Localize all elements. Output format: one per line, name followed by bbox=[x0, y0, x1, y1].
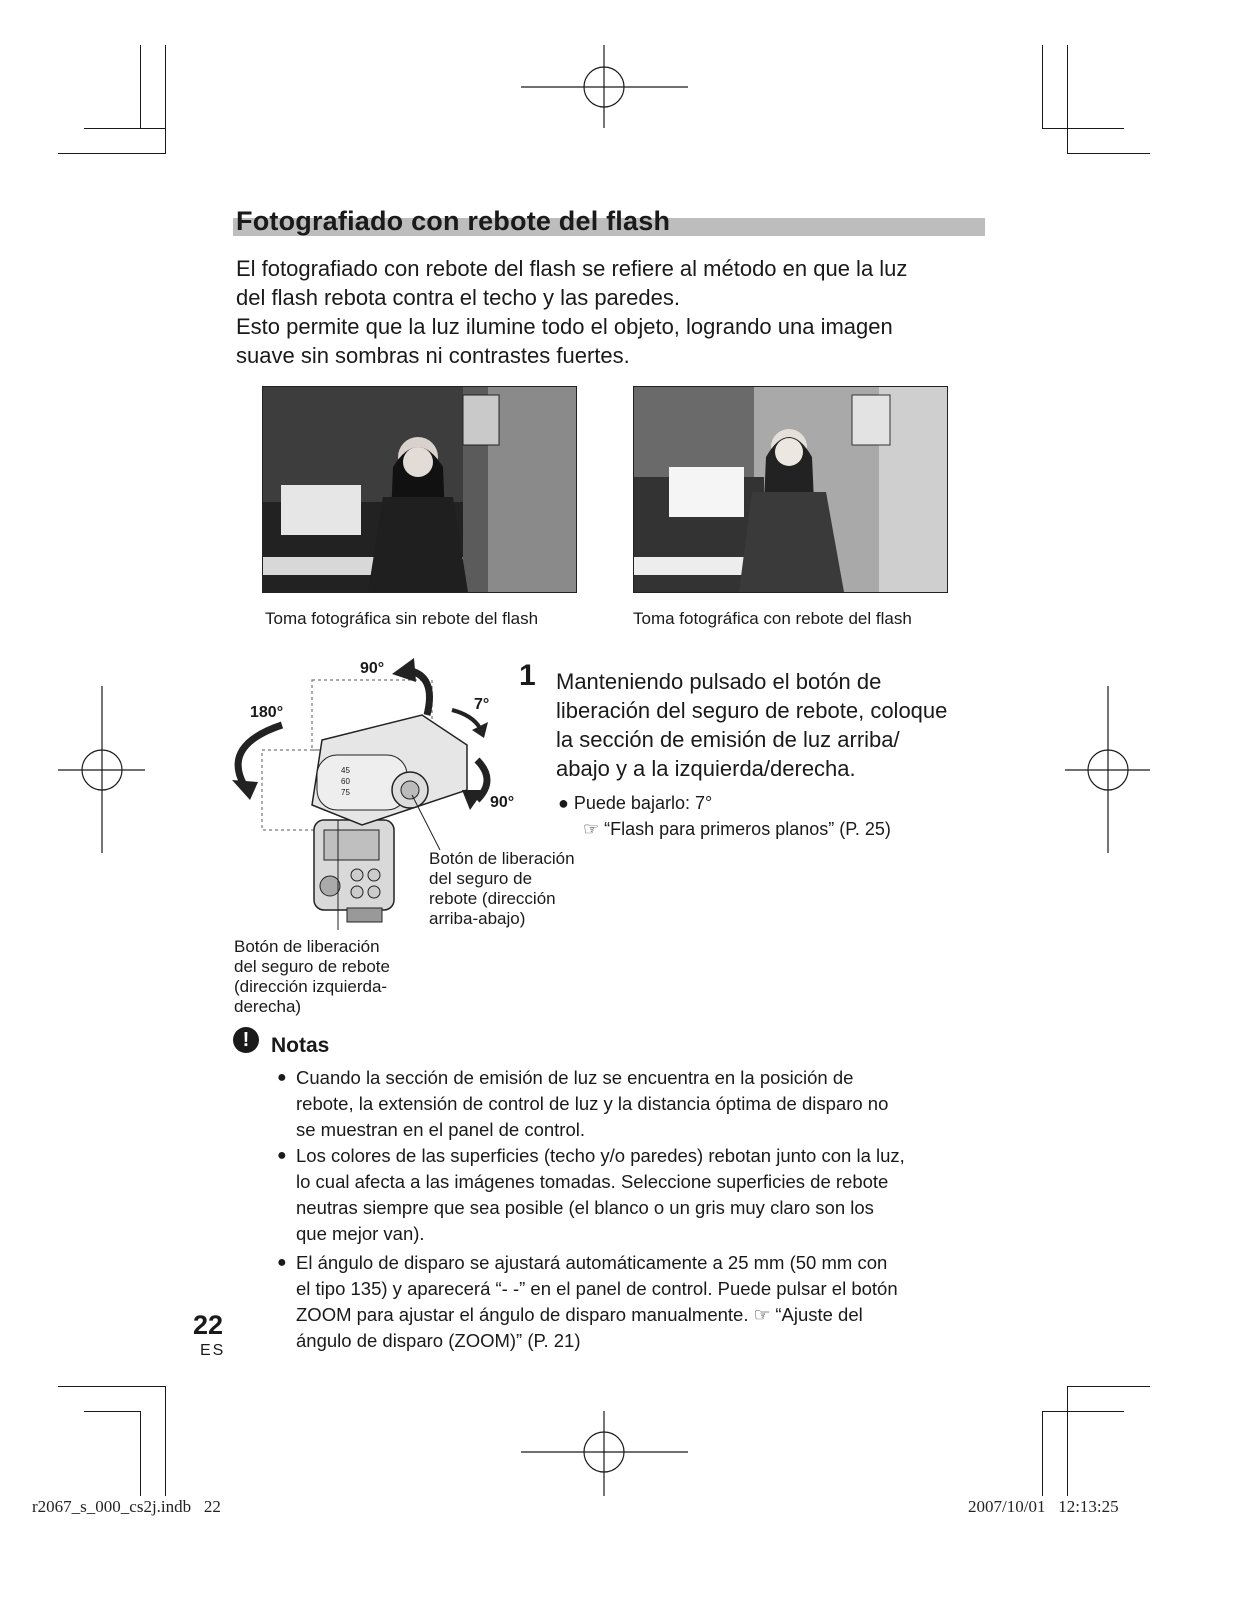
intro-line: Esto permite que la luz ilumine todo el objeto, logrando una imagen bbox=[236, 314, 893, 339]
callout-leftright-release bbox=[234, 937, 390, 1017]
callout-line: Botón de liberación bbox=[429, 849, 575, 868]
scale-mark: 60 bbox=[341, 777, 350, 786]
intro-line: del flash rebota contra el techo y las paredes. bbox=[236, 285, 680, 310]
angle-label-right: 90° bbox=[490, 794, 515, 811]
angle-label-down: 7° bbox=[474, 696, 490, 713]
step-line: la sección de emisión de luz arriba/ bbox=[556, 727, 900, 752]
callout-line: rebote (dirección bbox=[429, 889, 556, 908]
angle-label-up: 90° bbox=[360, 660, 385, 677]
photo-with-bounce bbox=[633, 386, 948, 593]
notes-title: Notas bbox=[271, 1034, 330, 1057]
callout-line: del seguro de bbox=[429, 869, 533, 888]
bullet-icon: ● bbox=[277, 1069, 287, 1086]
step-line: liberación del seguro de rebote, coloque bbox=[556, 698, 948, 723]
photo-caption: Toma fotográfica con rebote del flash bbox=[633, 609, 912, 628]
step-instructions bbox=[556, 667, 996, 783]
angle-label-horizontal: 180° bbox=[250, 704, 284, 721]
step-reference-link[interactable]: ☞ “Flash para primeros planos” (P. 25) bbox=[583, 819, 891, 839]
photo-caption: Toma fotográfica sin rebote del flash bbox=[265, 609, 539, 628]
note-item: ● Cuando la sección de emisión de luz se encuentra en la posición de rebote, la extensión de control de luz y la distancia óptima de disparo no se muestran en el panel de control. bbox=[277, 1067, 889, 1140]
callout-line: derecha) bbox=[234, 997, 302, 1016]
step-number: 1 bbox=[519, 659, 536, 692]
scale-mark: 75 bbox=[341, 788, 350, 797]
note-item: ● Los colores de las superficies (techo y/o paredes) rebotan junto con la luz, lo cual afecta a las imágenes tomadas. Seleccione superficies de rebote neutras siempre que sea posible (el blanco o un gris muy claro son los que mejor van). bbox=[277, 1145, 905, 1244]
step-line: abajo y a la izquierda/derecha. bbox=[556, 756, 856, 781]
callout-line: del seguro de rebote bbox=[234, 957, 390, 976]
callout-line: (dirección izquierda- bbox=[234, 977, 388, 996]
bullet-icon: ● bbox=[277, 1254, 287, 1271]
scale-mark: 45 bbox=[341, 766, 350, 775]
footer-timestamp: 2007/10/01 12:13:25 bbox=[968, 1497, 1119, 1516]
intro-line: suave sin sombras ni contrastes fuertes. bbox=[236, 343, 630, 368]
intro-line: El fotografiado con rebote del flash se refiere al método en que la luz bbox=[236, 256, 908, 281]
callout-line: arriba-abajo) bbox=[429, 909, 526, 928]
callout-line: Botón de liberación bbox=[234, 937, 380, 956]
callout-updown-release bbox=[429, 849, 575, 929]
page-number: 22 bbox=[193, 1310, 224, 1340]
warning-icon: ! bbox=[233, 1027, 259, 1053]
note-item: ● El ángulo de disparo se ajustará automáticamente a 25 mm (50 mm con el tipo 135) y aparecerá “- -” en el panel de control. Puede pulsar el botón ZOOM para ajustar el ángulo de disparo manualmente. ☞ “Ajuste del ángulo de disparo (ZOOM)” (P. 21) bbox=[277, 1252, 898, 1351]
bullet-icon: ● bbox=[277, 1147, 287, 1164]
photo-without-bounce bbox=[262, 386, 577, 593]
step-bullet: ● Puede bajarlo: 7° bbox=[558, 793, 713, 813]
section-title: Fotografiado con rebote del flash bbox=[236, 206, 671, 236]
page-language: ES bbox=[200, 1342, 226, 1359]
step-line: Manteniendo pulsado el botón de bbox=[556, 669, 882, 694]
footer-filename: r2067_s_000_cs2j.indb 22 bbox=[32, 1497, 221, 1516]
